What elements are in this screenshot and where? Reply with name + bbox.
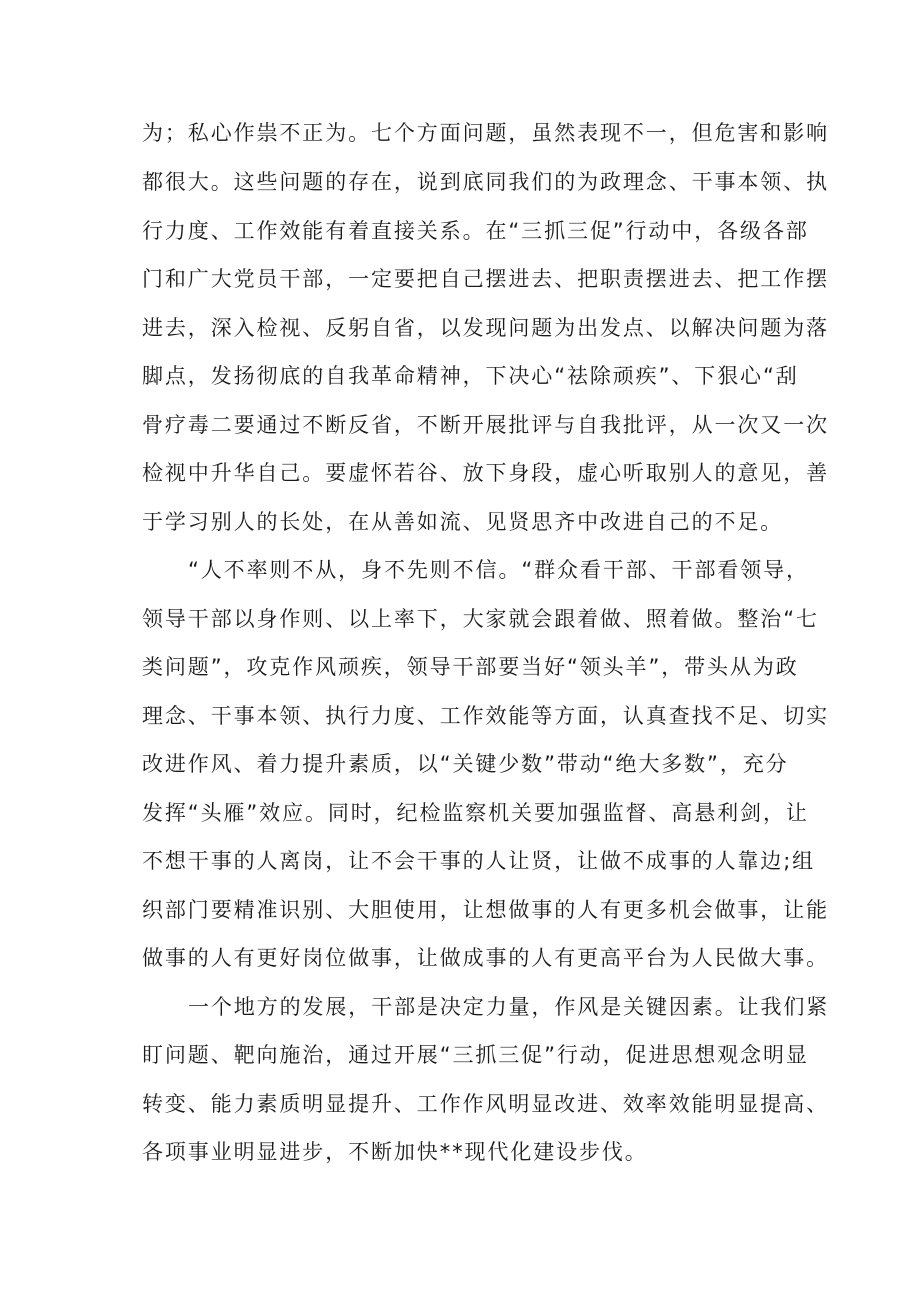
paragraph-2-line-3: 类问题”，攻克作风顽疾，领导干部要当好“领头羊”，带头从为政: [142, 655, 799, 679]
paragraph-2-line-6: 发挥“头雁”效应。同时，纪检监察机关要加强监督、高悬利剑，让: [142, 801, 809, 825]
paragraph-1-line-2: 都很大。这些问题的存在，说到底同我们的为政理念、干事本领、执: [142, 170, 829, 194]
paragraph-2-line-5: 改进作风、着力提升素质，以“关键少数”带动“绝大多数”，充分: [142, 752, 789, 776]
paragraph-3-line-3: 转变、能力素质明显提升、工作作风明显改进、效率效能明显提高、: [142, 1092, 829, 1116]
paragraph-2-line-1: “人不率则不从，身不先则不信。“群众看干部、干部看领导，: [188, 558, 809, 582]
paragraph-3-line-4: 各项事业明显进步，不断加快**现代化建设步伐。: [142, 1140, 648, 1164]
paragraph-1-line-4: 门和广大党员干部，一定要把自己摆进去、把职责摆进去、把工作摆: [142, 267, 829, 291]
paragraph-2-line-4: 理念、干事本领、执行力度、工作效能等方面，认真查找不足、切实: [142, 704, 829, 728]
paragraph-1-line-8: 检视中升华自己。要虚怀若谷、放下身段，虚心听取别人的意见，善: [142, 461, 829, 485]
paragraph-2-line-7: 不想干事的人离岗，让不会干事的人让贤，让做不成事的人靠边;组: [142, 849, 816, 873]
paragraph-3-line-1: 一个地方的发展，干部是决定力量，作风是关键因素。让我们紧: [188, 995, 830, 1019]
paragraph-3-line-2: 盯问题、靶向施治，通过开展“三抓三促”行动，促进思想观念明显: [142, 1043, 809, 1067]
paragraph-2-line-9: 做事的人有更好岗位做事，让做成事的人有更高平台为人民做大事。: [142, 946, 829, 970]
paragraph-1-line-7: 骨疗毒二要通过不断反省，不断开展批评与自我批评，从一次又一次: [142, 413, 829, 437]
paragraph-1-line-3: 行力度、工作效能有着直接关系。在“三抓三促”行动中，各级各部: [142, 219, 809, 243]
paragraph-2-line-8: 织部门要精准识别、大胆使用，让想做事的人有更多机会做事，让能: [142, 898, 829, 922]
paragraph-1-line-9: 于学习别人的长处，在从善如流、见贤思齐中改进自己的不足。: [142, 510, 784, 534]
paragraph-1-line-1: 为；私心作祟不正为。七个方面问题，虽然表现不一，但危害和影响: [142, 121, 829, 145]
paragraph-1-line-5: 进去，深入检视、反躬自省，以发现问题为出发点、以解决问题为落: [142, 316, 829, 340]
paragraph-2-line-2: 领导干部以身作则、以上率下，大家就会跟着做、照着做。整治“七: [142, 607, 819, 631]
paragraph-1-line-6: 脚点，发扬彻底的自我革命精神，下决心“祛除顽疾”、下狠心“刮: [142, 364, 799, 388]
